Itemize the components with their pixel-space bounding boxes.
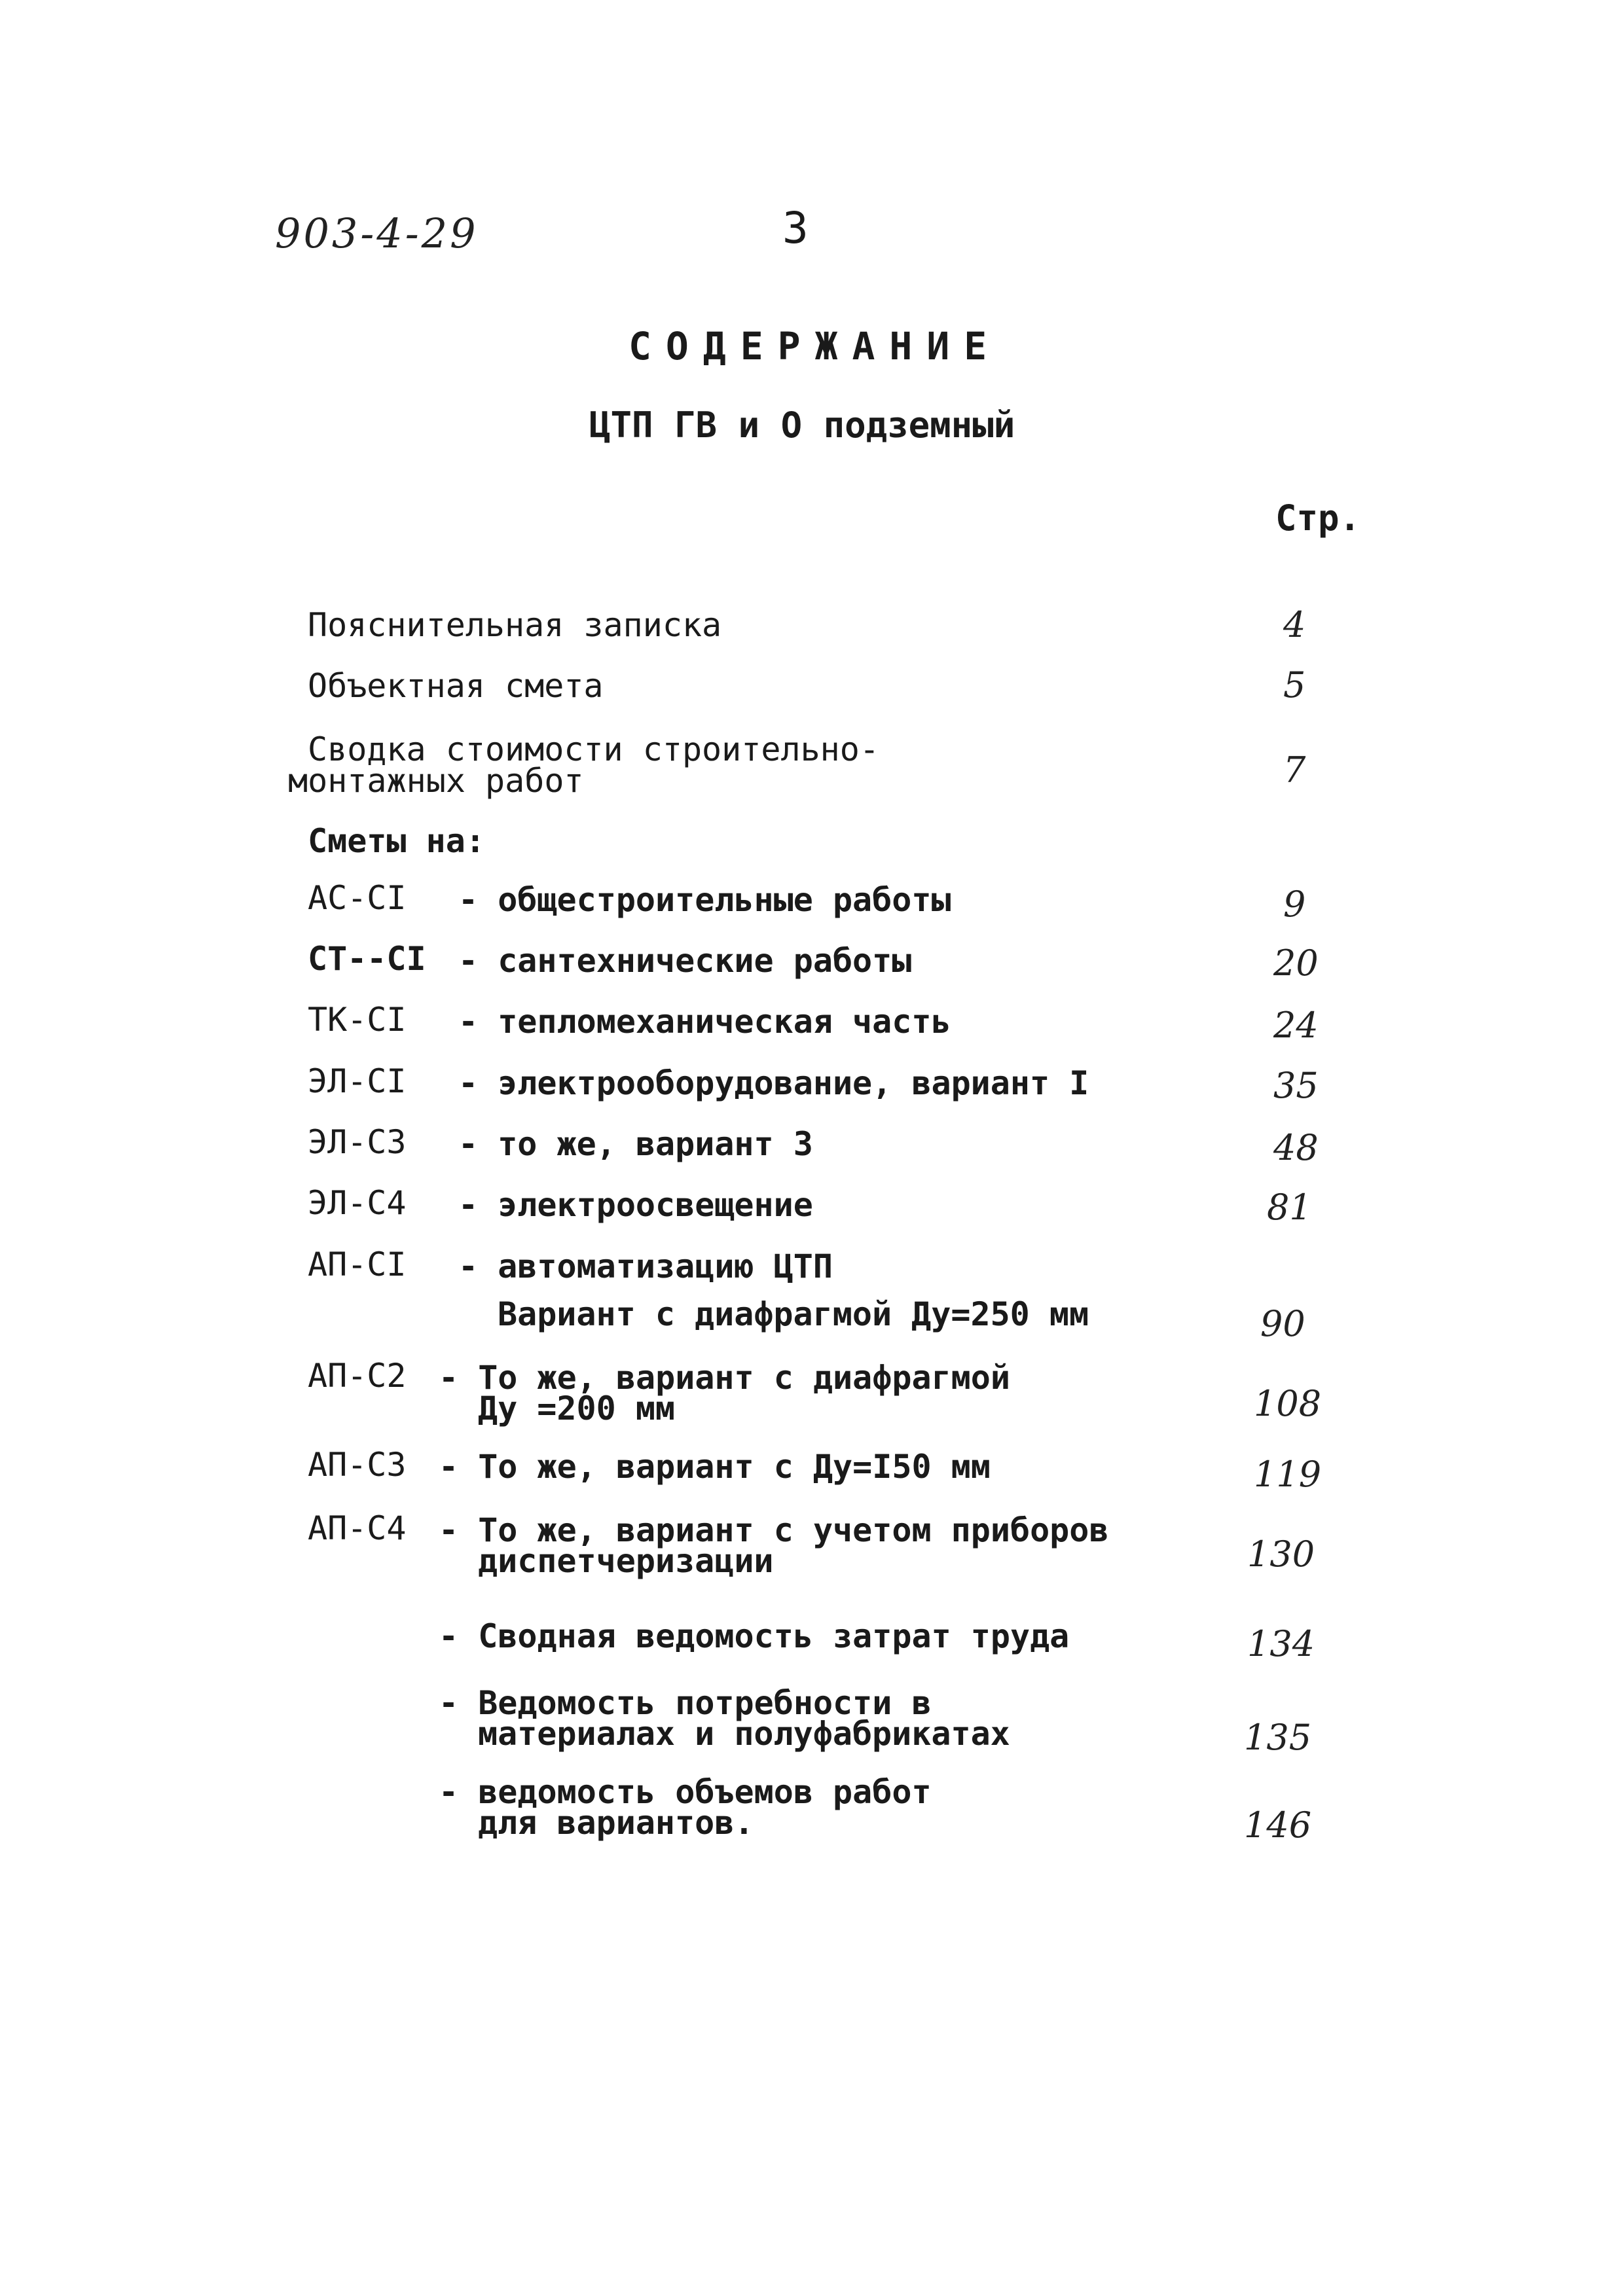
toc-entry-label: Объектная смета <box>308 667 604 705</box>
estimate-page: 9 <box>1283 884 1306 925</box>
estimate-page: 130 <box>1247 1534 1315 1575</box>
page-column-header: Стр. <box>1275 497 1361 539</box>
estimate-description: - То же, вариант с диафрагмой <box>439 1359 1010 1397</box>
estimate-code: ЭЛ-С3 <box>308 1123 407 1161</box>
toc-entry-label: Пояснительная записка <box>308 606 722 644</box>
toc-entry-label-cont: монтажных работ <box>288 762 584 800</box>
estimate-page: 35 <box>1273 1065 1319 1106</box>
estimate-code: АП-СI <box>308 1246 407 1283</box>
summary-entry-label: - Ведомость потребности в <box>439 1684 932 1722</box>
summary-entry-label: - ведомость объемов работ <box>439 1773 932 1811</box>
summary-entry-page: 135 <box>1244 1717 1312 1758</box>
estimate-description: - то же, вариант 3 <box>458 1125 813 1163</box>
estimate-description-cont: Ду =200 мм <box>478 1390 676 1427</box>
page-title: СОДЕРЖАНИЕ <box>629 324 1002 368</box>
estimates-heading: Сметы на: <box>308 822 485 860</box>
estimate-description-cont: диспетчеризации <box>478 1542 774 1580</box>
summary-entry-label-cont: материалах и полуфабрикатах <box>478 1715 1010 1753</box>
summary-entry-page: 134 <box>1247 1623 1315 1664</box>
page-number: 3 <box>782 203 809 253</box>
document-code: 903-4-29 <box>275 209 479 257</box>
page-subtitle: ЦТП ГВ и О подземный <box>589 404 1015 446</box>
estimate-code: АС-СI <box>308 879 407 917</box>
estimate-code: АП-С3 <box>308 1446 407 1484</box>
estimate-page: 20 <box>1273 942 1319 984</box>
estimate-page: 108 <box>1254 1383 1322 1424</box>
estimate-code: ТК-СI <box>308 1001 407 1039</box>
toc-entry-page: 7 <box>1283 749 1306 791</box>
estimate-page: 119 <box>1254 1454 1322 1495</box>
toc-entry-label: Сводка стоимости строительно- <box>308 730 879 768</box>
toc-entry-page: 4 <box>1283 604 1306 645</box>
estimate-page: 48 <box>1273 1127 1319 1168</box>
estimate-code: АП-С2 <box>308 1357 407 1395</box>
estimate-page: 24 <box>1273 1005 1319 1046</box>
estimate-description: - сантехнические работы <box>458 942 912 980</box>
summary-entry-page: 146 <box>1244 1804 1312 1846</box>
estimate-code: АП-С4 <box>308 1509 407 1547</box>
summary-entry-label-cont: для вариантов. <box>478 1804 754 1842</box>
estimate-description: - тепломеханическая часть <box>458 1003 951 1041</box>
estimate-description: - То же, вариант с учетом приборов <box>439 1511 1109 1549</box>
toc-entry-page: 5 <box>1283 664 1306 706</box>
estimate-description: - общестроительные работы <box>458 881 951 919</box>
summary-entry-label: - Сводная ведомость затрат труда <box>439 1617 1070 1655</box>
estimate-description-cont: Вариант с диафрагмой Ду=250 мм <box>498 1295 1089 1333</box>
estimate-description: - автоматизацию ЦТП <box>458 1247 833 1285</box>
estimate-description: - электроосвещение <box>458 1186 813 1224</box>
estimate-page: 81 <box>1267 1187 1312 1228</box>
estimate-code: ЭЛ-С4 <box>308 1184 407 1222</box>
estimate-code: СТ--СI <box>308 940 426 978</box>
estimate-code: ЭЛ-СI <box>308 1062 407 1100</box>
estimate-description: - То же, вариант с Ду=I50 мм <box>439 1448 991 1486</box>
estimate-description: - электрооборудование, вариант I <box>458 1064 1089 1102</box>
estimate-page: 90 <box>1260 1303 1305 1344</box>
